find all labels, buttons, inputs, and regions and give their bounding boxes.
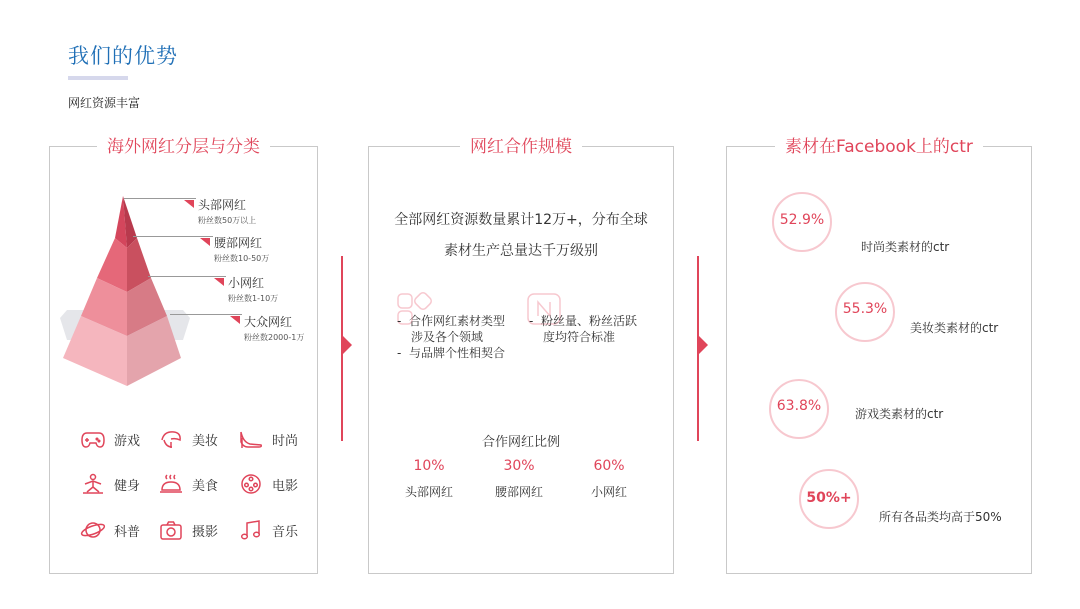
category-music xyxy=(238,519,298,541)
tier-3-leader xyxy=(148,276,226,277)
music-note-icon xyxy=(238,519,264,541)
ctr-value-all: 50%+ xyxy=(806,490,852,506)
divider-arrow-2-head xyxy=(699,336,708,354)
ratio-label-mid: 腰部网红 xyxy=(494,485,543,499)
bullet-content-types: - 合作网红素材类型 涉及各个领域 - 与品牌个性相契合 xyxy=(397,314,505,360)
ctr-value-beauty: 55.3% xyxy=(842,301,888,317)
page-subtitle: 网红资源丰富 xyxy=(68,96,141,110)
ratio-title: 合作网红比例 xyxy=(481,435,560,450)
ratio-value-mid: 30% xyxy=(503,458,535,474)
tier-2-flag xyxy=(200,238,210,246)
tier-3-flag xyxy=(214,278,224,286)
tier-4-label: 大众网红 粉丝数2000-1万 xyxy=(244,315,305,342)
page-title: 我们的优势 xyxy=(68,44,178,68)
tier-4-flag xyxy=(230,316,240,324)
tiers-panel-title: 海外网红分层与分类 xyxy=(97,137,270,157)
tier-1-label: 头部网红 粉丝数50万以上 xyxy=(198,198,257,225)
category-beauty xyxy=(158,428,218,450)
category-science xyxy=(80,519,140,541)
ctr-label-gaming: 游戏类素材的ctr xyxy=(855,407,944,421)
ctr-panel-title: 素材在Facebook上的ctr xyxy=(775,137,983,157)
category-fashion xyxy=(238,428,298,450)
divider-arrow-1-head xyxy=(343,336,352,354)
category-science-label: 科普 xyxy=(114,524,141,540)
ratio-label-top: 头部网红 xyxy=(404,485,453,499)
scale-line-2: 素材生产总量达千万级别 xyxy=(444,243,598,259)
ctr-value-gaming: 63.8% xyxy=(776,398,822,414)
camera-icon xyxy=(158,519,184,541)
category-gaming xyxy=(80,428,140,450)
tier-1-flag xyxy=(184,200,194,208)
tier-1-leader xyxy=(124,198,196,199)
category-food xyxy=(158,473,218,495)
tier-3-label: 小网红 粉丝数1-10万 xyxy=(228,276,279,303)
tier-2-label: 腰部网红 粉丝数10-50万 xyxy=(214,236,270,263)
influencer-pyramid xyxy=(55,190,195,395)
planet-icon xyxy=(80,519,106,541)
ratio-label-small: 小网红 xyxy=(590,485,627,499)
ctr-label-fashion: 时尚类素材的ctr xyxy=(861,240,950,254)
scale-line-1: 全部网红资源数量累计12万+，分布全球 xyxy=(394,212,648,228)
gamepad-icon xyxy=(80,428,106,450)
scale-panel-title: 网红合作规模 xyxy=(460,137,582,157)
category-film-label: 电影 xyxy=(272,478,299,494)
ratio-value-small: 60% xyxy=(593,458,625,474)
ctr-value-fashion: 52.9% xyxy=(779,212,825,228)
category-photography-label: 摄影 xyxy=(192,524,219,540)
ratio-value-top: 10% xyxy=(413,458,445,474)
tier-2-leader xyxy=(133,236,213,237)
bullet-fans-standard: - 粉丝量、粉丝活跃 度均符合标准 xyxy=(529,314,637,344)
category-film xyxy=(238,473,298,495)
category-fitness xyxy=(80,473,140,495)
high-heel-icon xyxy=(238,428,264,450)
beauty-icon xyxy=(158,428,184,450)
ctr-label-beauty: 美妆类素材的ctr xyxy=(910,321,999,335)
category-photography xyxy=(158,519,218,541)
ctr-label-all: 所有各品类均高于50% xyxy=(879,510,1002,524)
category-gaming-label: 游戏 xyxy=(114,433,141,449)
film-reel-icon xyxy=(238,473,264,495)
category-fashion-label: 时尚 xyxy=(272,433,299,449)
food-icon xyxy=(158,473,184,495)
category-food-label: 美食 xyxy=(192,478,219,494)
category-music-label: 音乐 xyxy=(272,524,299,540)
tier-4-leader xyxy=(170,314,242,315)
fitness-icon xyxy=(80,473,106,495)
category-fitness-label: 健身 xyxy=(114,478,141,494)
title-underline xyxy=(68,76,128,80)
category-beauty-label: 美妆 xyxy=(192,433,219,449)
